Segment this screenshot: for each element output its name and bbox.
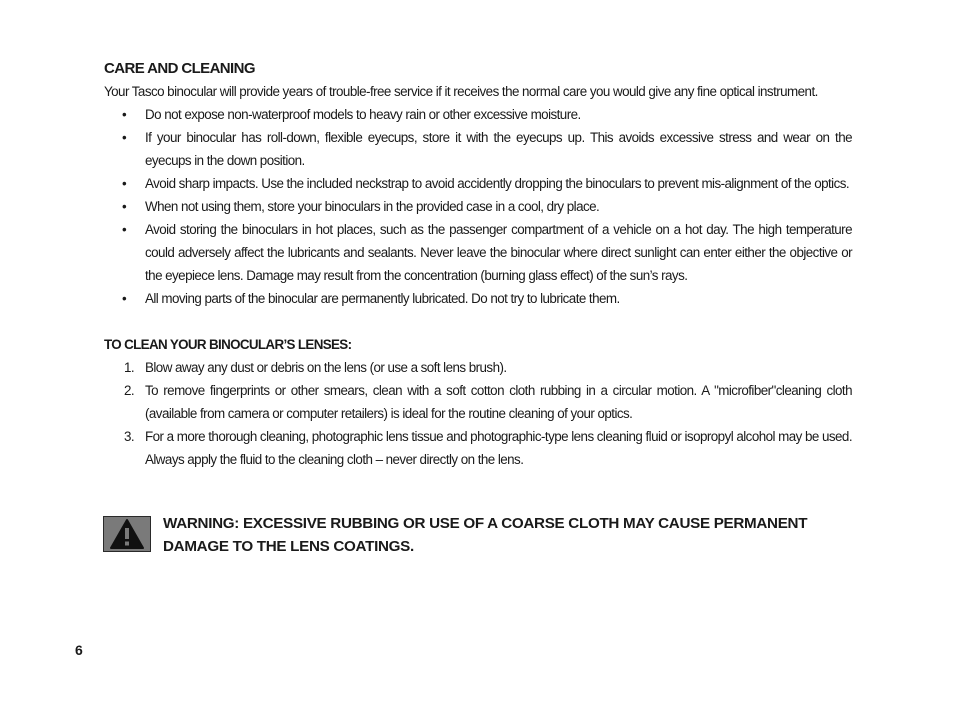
list-item: [104, 356, 852, 379]
list-item-text: To remove fingerprints or other smears, clean with a soft cotton cloth rubbing in a circular motion. A "microfiber"cleaning cloth (available from camera or computer retailers) is ideal for the routine cleaning of your optics.: [145, 383, 852, 421]
page-number: 6: [75, 642, 83, 658]
warning-callout: [103, 512, 855, 558]
care-heading: CARE AND CLEANING: [104, 60, 255, 77]
warning-triangle-icon: [103, 516, 151, 552]
list-item: [104, 172, 852, 195]
list-item-text: For a more thorough cleaning, photographic lens tissue and photographic-type lens cleaning fluid or isopropyl alcohol may be used. Always apply the fluid to the cleaning cloth – never directly on the lens.: [145, 429, 852, 467]
bullet-mark: •: [122, 176, 127, 191]
list-item-text: Avoid sharp impacts. Use the included neckstrap to avoid accidently dropping the binoculars to prevent mis-alignment of the optics.: [145, 176, 850, 191]
warning-text: [163, 512, 855, 558]
lens-cleaning-section: [104, 333, 852, 471]
bullet-mark: •: [122, 130, 127, 145]
care-intro: Your Tasco binocular will provide years of trouble-free service if it receives the normal care you would give any fine optical instrument.: [104, 84, 818, 99]
document-body: [104, 58, 852, 471]
list-item: [104, 379, 852, 425]
step-number: 2.: [124, 383, 135, 398]
bullet-mark: •: [122, 291, 127, 306]
bullet-mark: •: [122, 107, 127, 122]
care-bullet-list: [104, 103, 852, 310]
list-item-text: Avoid storing the binoculars in hot places, such as the passenger compartment of a vehicle on a hot day. The high temperature could adversely affect the lubricants and sealants. Never leave the binocular where direct sunlight can enter either the objective or the eyepiece lens. Damage may result from the concentration (burning glass effect) of the sun’s rays.: [145, 222, 852, 283]
list-item-text: If your binocular has roll-down, flexible eyecups, store it with the eyecups up. This avoids excessive stress and wear on the eyecups in the down position.: [145, 130, 852, 168]
step-number: 1.: [124, 360, 135, 375]
lens-cleaning-steps: [104, 356, 852, 471]
list-item-text: All moving parts of the binocular are permanently lubricated. Do not try to lubricate them.: [145, 291, 620, 306]
list-item-text: Do not expose non-waterproof models to heavy rain or other excessive moisture.: [145, 107, 581, 122]
lens-cleaning-heading: TO CLEAN YOUR BINOCULAR’S LENSES:: [104, 337, 352, 352]
list-item: [104, 425, 852, 471]
list-item: [104, 287, 852, 310]
list-item: [104, 218, 852, 287]
list-item: [104, 126, 852, 172]
list-item: [104, 195, 852, 218]
warning-line-2: DAMAGE TO THE LENS COATINGS.: [163, 538, 414, 555]
list-item-text: When not using them, store your binoculars in the provided case in a cool, dry place.: [145, 199, 600, 214]
bullet-mark: •: [122, 199, 127, 214]
list-item: [104, 103, 852, 126]
step-number: 3.: [124, 429, 135, 444]
warning-line-1: WARNING: EXCESSIVE RUBBING OR USE OF A COARSE CLOTH MAY CAUSE PERMANENT: [163, 515, 808, 532]
list-item-text: Blow away any dust or debris on the lens (or use a soft lens brush).: [145, 360, 507, 375]
bullet-mark: •: [122, 222, 127, 237]
